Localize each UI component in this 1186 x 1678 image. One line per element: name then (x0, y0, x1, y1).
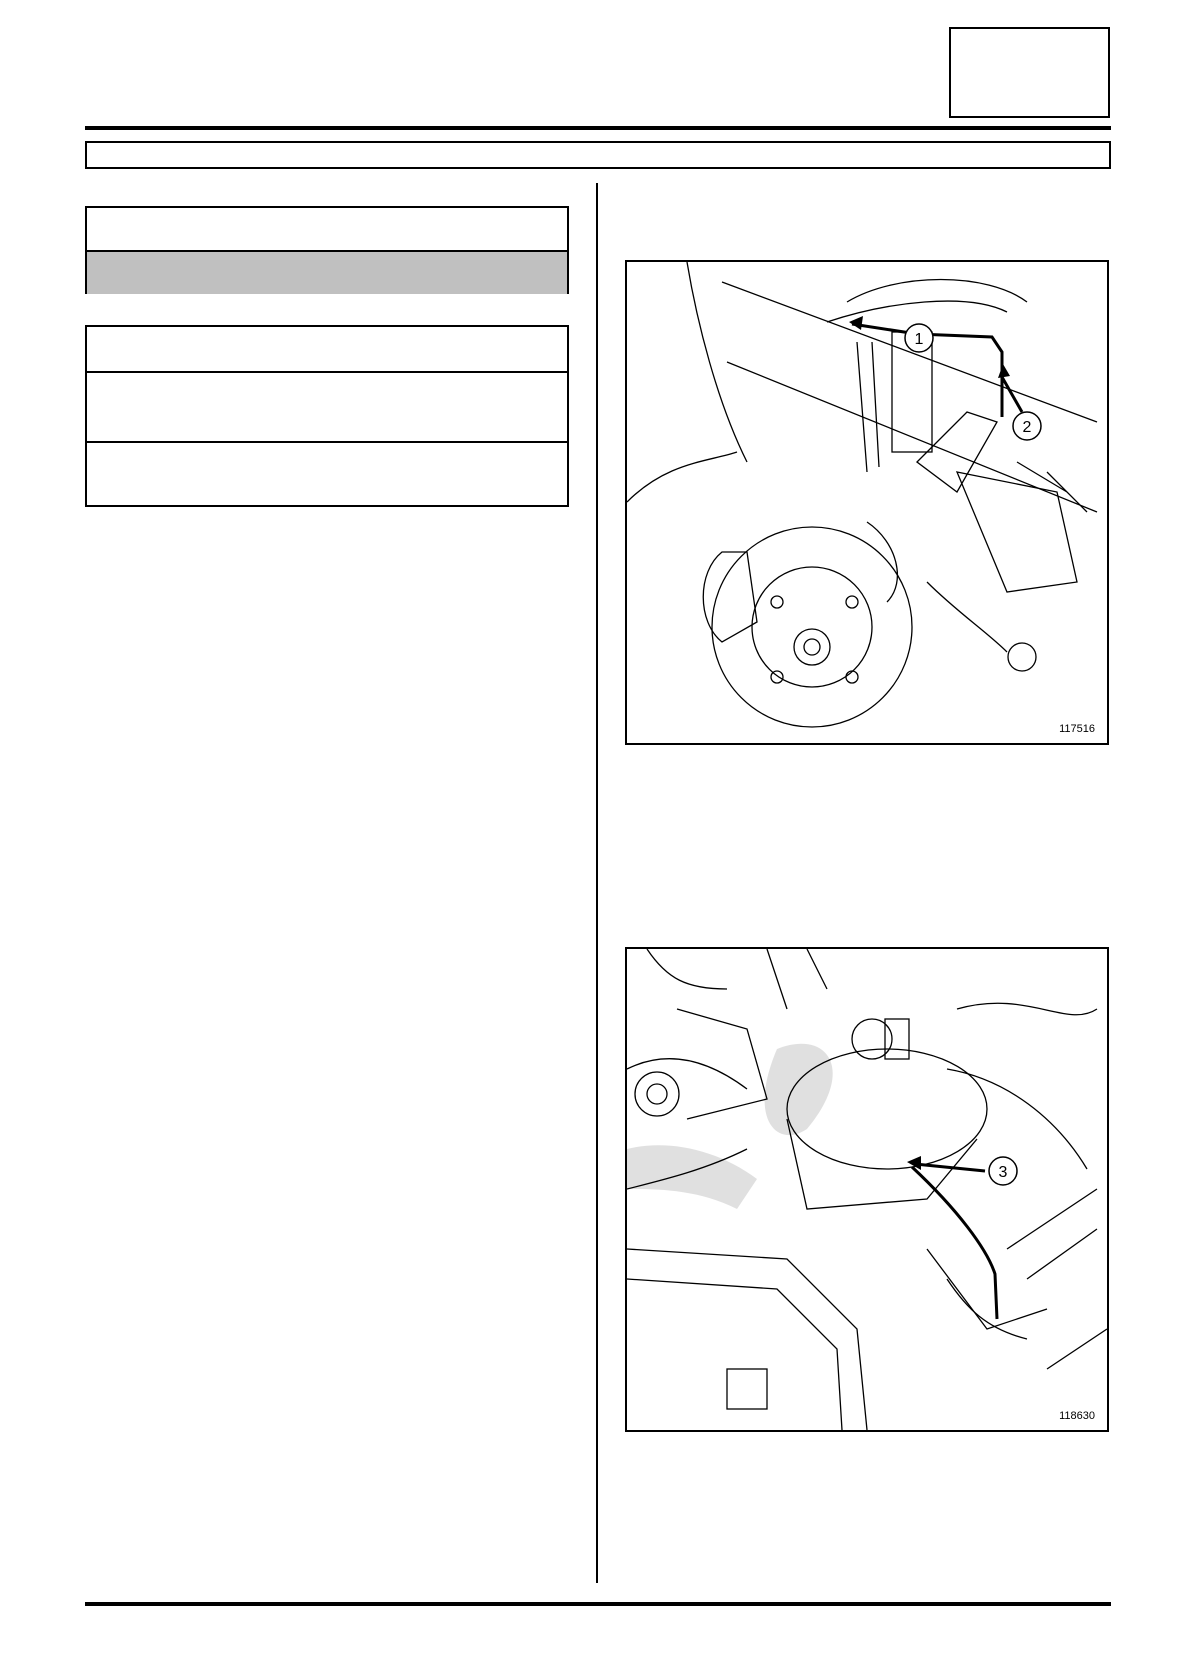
figure-engine-bay (625, 947, 1109, 1432)
callout-1 (905, 324, 933, 352)
svg-text:3: 3 (998, 1164, 1008, 1181)
footer-rule (85, 1602, 1111, 1606)
header-rule (85, 126, 1111, 130)
equipment-table-row (87, 443, 567, 509)
equipment-table-row (87, 373, 567, 443)
figure-reference-number: 118630 (1059, 1410, 1095, 1422)
front-brake-illustration (627, 262, 1107, 743)
procedure-header-shaded-row (87, 252, 567, 294)
svg-text:1: 1 (914, 331, 924, 348)
arrow-head-icon (998, 364, 1010, 378)
figure-front-brake-assembly (625, 260, 1109, 745)
svg-text:2: 2 (1022, 419, 1032, 436)
procedure-header-row (87, 208, 567, 252)
callout-3 (989, 1157, 1017, 1185)
engine-bay-illustration (627, 949, 1107, 1430)
column-divider (596, 183, 598, 1583)
equipment-table (85, 325, 569, 507)
equipment-table-row (87, 327, 567, 373)
callout-2 (1013, 412, 1041, 440)
figure-reference-number: 117516 (1059, 723, 1095, 735)
arrow-head-icon (849, 316, 863, 330)
section-title-bar (85, 141, 1111, 169)
page-number-box (949, 27, 1110, 118)
procedure-header-box (85, 206, 569, 294)
